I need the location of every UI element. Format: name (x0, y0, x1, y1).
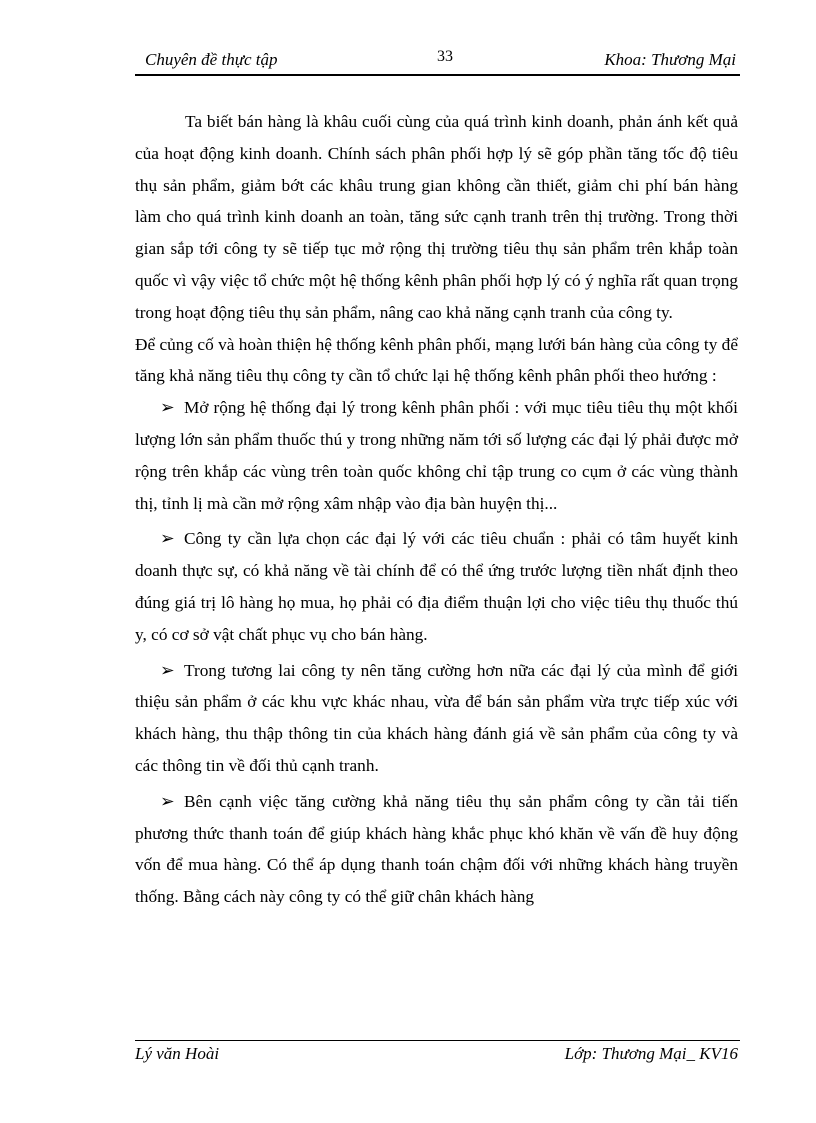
bullet-item-2-text: Công ty cần lựa chọn các đại lý với các tiêu chuẩn : phải có tâm huyết kinh doanh thực sự, có khả năng về tài chính để có thể ứng trước lượng tiền nhất định theo đúng giá trị lô hàng họ mua, họ phải có địa điểm thuận lợi cho việc tiêu thụ thuốc thú y, có cơ sở vật chất phục vụ cho bán hàng. (135, 529, 738, 644)
page-footer (135, 1040, 740, 1063)
arrow-bullet-icon: ➢ (160, 660, 175, 680)
bullet-item-1 (135, 392, 738, 519)
footer-class: Lớp: Thương Mại_ KV16 (564, 1044, 738, 1063)
header-title: Chuyên đề thực tập (145, 50, 278, 69)
bullet-item-1-text: Mở rộng hệ thống đại lý trong kênh phân phối : với mục tiêu tiêu thụ một khối lượng lớn sản phẩm thuốc thú y trong những năm tới số lượng các đại lý phải được mở rộng trên khắp các vùng trên toàn quốc không chỉ tập trung co cụm ở các vùng thành thị, tỉnh lị mà cần mở rộng xâm nhập vào địa bàn huyện thị... (135, 398, 738, 513)
footer-author: Lý văn Hoài (135, 1044, 220, 1063)
arrow-bullet-icon: ➢ (160, 791, 175, 811)
paragraph-intro: Ta biết bán hàng là khâu cuối cùng của quá trình kinh doanh, phản ánh kết quả của hoạt động kinh doanh. Chính sách phân phối hợp lý sẽ góp phần tăng tốc độ tiêu thụ sản phẩm, giảm bớt các khâu trung gian không cần thiết, giảm chi phí bán hàng làm cho quá trình kinh doanh an toàn, tăng sức cạnh tranh trên thị trường. Trong thời gian sắp tới công ty sẽ tiếp tục mở rộng thị trường tiêu thụ sản phẩm trên khắp toàn quốc vì vậy việc tổ chức một hệ thống kênh phân phối hợp lý có ý nghĩa rất quan trọng trong hoạt động tiêu thụ sản phẩm, nâng cao khả năng cạnh tranh của công ty. (135, 112, 738, 322)
document-body (135, 106, 738, 913)
bullet-item-2 (135, 523, 738, 650)
page-number: 33 (437, 48, 453, 65)
bullet-item-4-text: Bên cạnh việc tăng cường khả năng tiêu thụ sản phẩm công ty cần tải tiến phương thức thanh toán để giúp khách hàng khắc phục khó khăn về vấn đề huy động vốn để mua hàng. Có thể áp dụng thanh toán chậm đối với những khách hàng truyền thống. Bằng cách này công ty có thể giữ chân khách hàng (135, 791, 738, 907)
bullet-item-3-text: Trong tương lai công ty nên tăng cường hơn nữa các đại lý của mình để giới thiệu sản phẩm ở các khu vực khác nhau, vừa để bán sản phẩm vừa trực tiếp xúc với khách hàng, thu thập thông tin của khách hàng đánh giá về sản phẩm của công ty và các thông tin về đối thủ cạnh tranh. (135, 660, 738, 775)
page-header (135, 48, 740, 76)
header-faculty: Khoa: Thương Mại (604, 50, 736, 69)
arrow-bullet-icon: ➢ (160, 529, 175, 549)
paragraph-directions: Để củng cố và hoàn thiện hệ thống kênh phân phối, mạng lưới bán hàng của công ty để tăng khả năng tiêu thụ công ty cần tổ chức lại hệ thống kênh phân phối theo hướng : (135, 334, 738, 386)
bullet-item-4 (135, 786, 738, 913)
bullet-item-3 (135, 655, 738, 782)
arrow-bullet-icon: ➢ (160, 398, 175, 418)
